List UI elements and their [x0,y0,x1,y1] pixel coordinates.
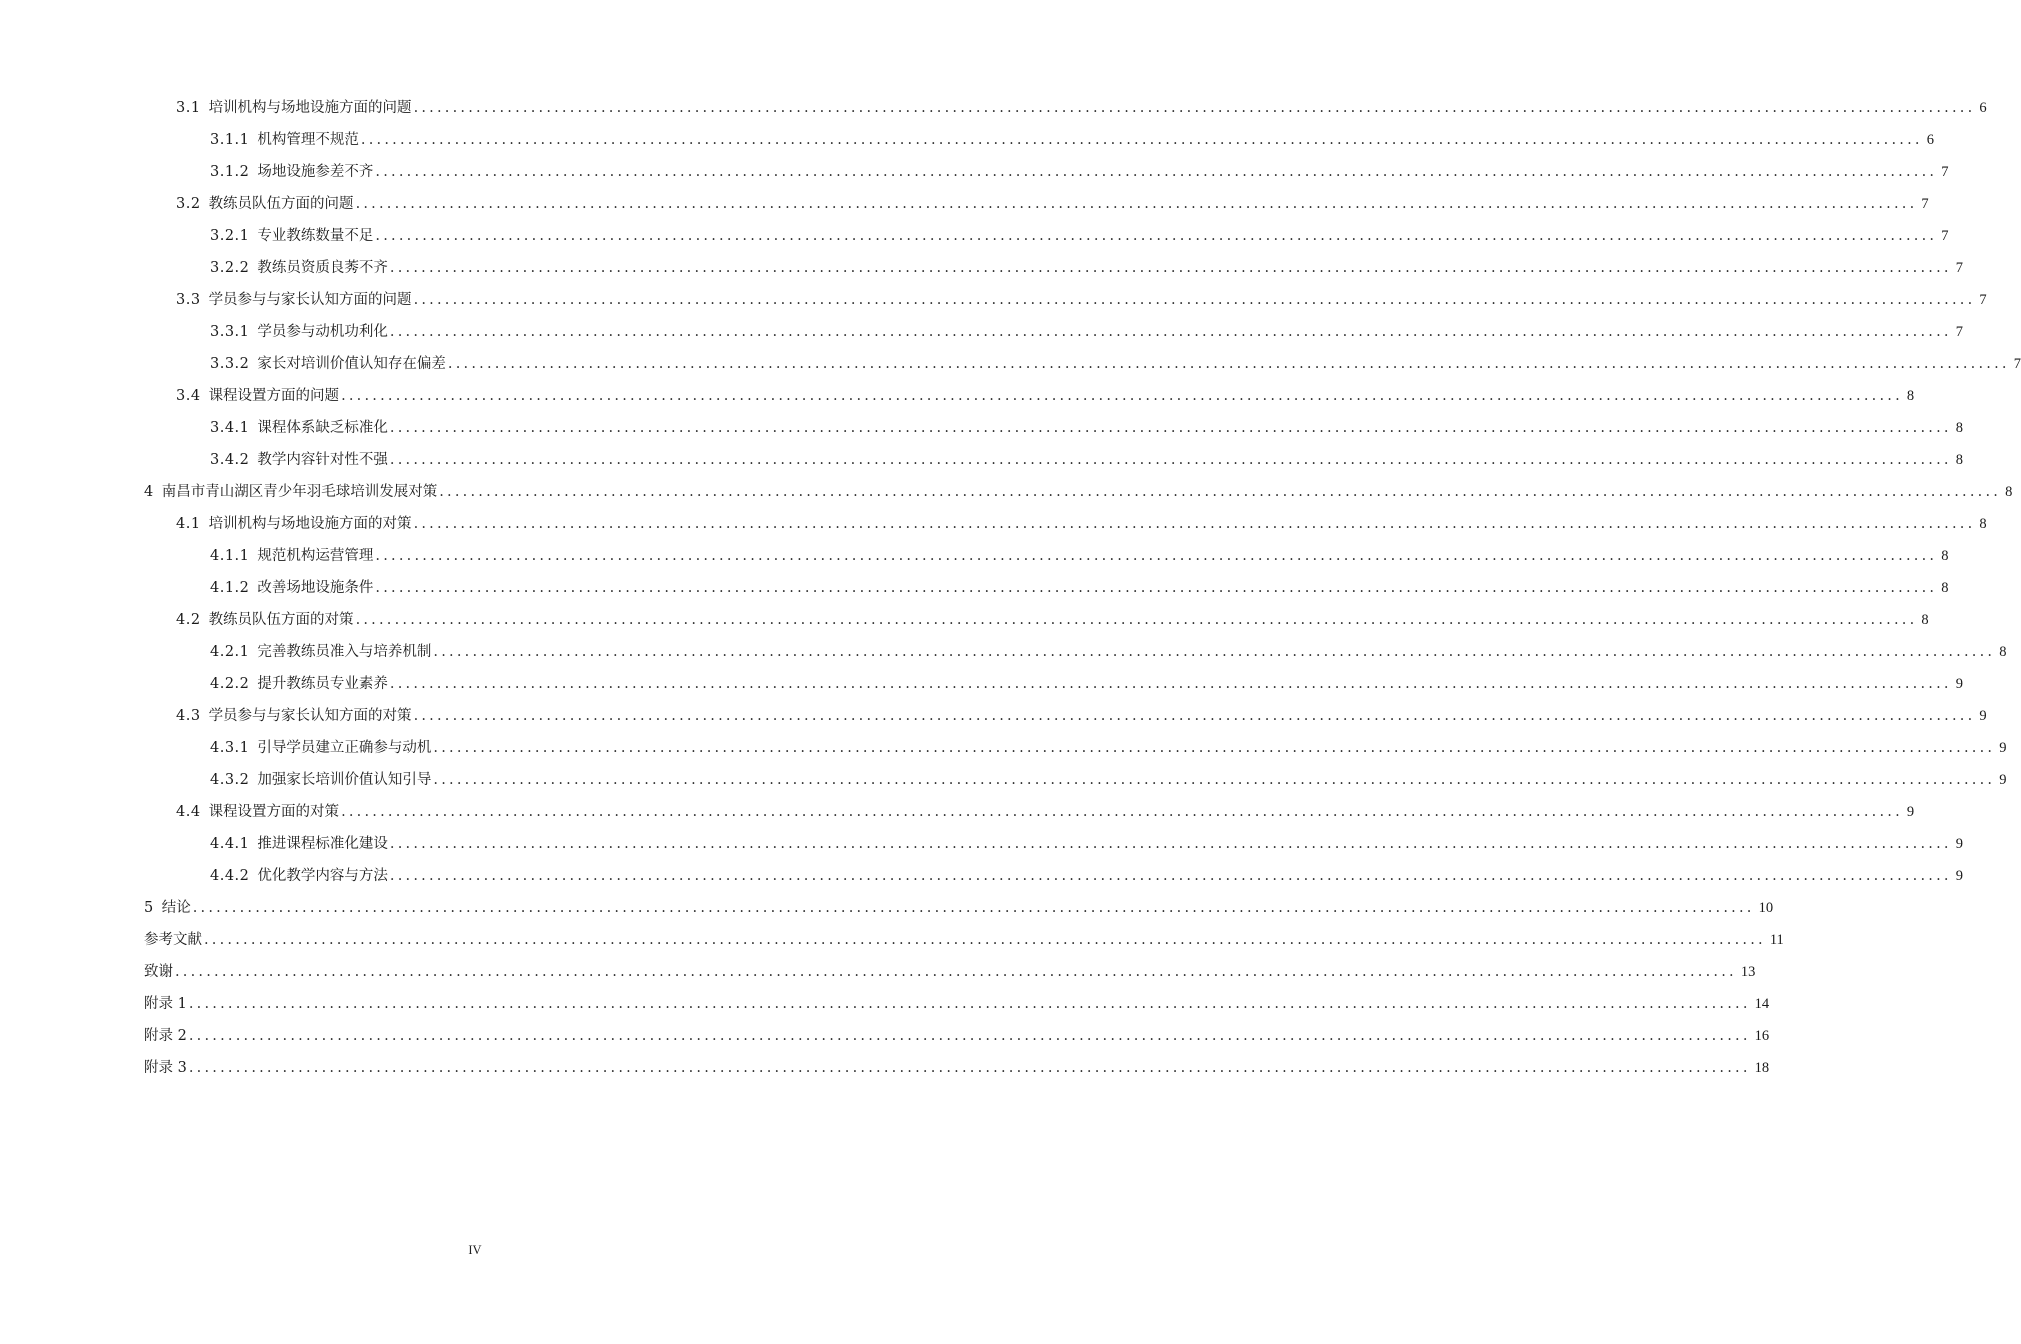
toc-entry-title [176,284,412,316]
dot-leader: ........................................................................................................................................................................................................ [375,228,1938,244]
toc-entry-title [210,124,359,156]
toc-entry-title [144,476,437,508]
toc-entry-label: 教练员队伍方面的对策 [208,612,354,628]
toc-entry[interactable] [0,636,2007,668]
dot-leader: ........................................................................................................................................................................................................ [375,164,1938,180]
toc-entry[interactable] [0,1052,1770,1084]
toc-entry-label: 推进课程标准化建设 [257,836,388,852]
dot-leader: ........................................................................................................................................................................................................ [355,196,1918,212]
dot-leader: ........................................................................................................................................................................................................ [389,420,1952,436]
dot-leader: ........................................................................................................................................................................................................ [389,836,1952,852]
toc-entry[interactable] [0,412,1963,444]
toc-entry[interactable] [0,188,1929,220]
toc-entry-label: 教学内容针对性不强 [257,452,388,468]
toc-entry-title [176,700,412,732]
toc-entry-page: 8 [1921,612,1929,628]
toc-entry[interactable] [0,380,1915,412]
dot-leader: ........................................................................................................................................................................................................ [439,484,2002,500]
dot-leader: ........................................................................................................................................................................................................ [389,868,1952,884]
toc-entry-number: 4.4 [176,804,201,820]
toc-entry-label: 培训机构与场地设施方面的对策 [208,516,412,532]
toc-entry-label: 优化教学内容与方法 [257,868,388,884]
toc-entry-number: 3.3 [176,292,201,308]
toc-entry[interactable] [0,860,1963,892]
toc-entry-title [210,828,388,860]
toc-entry-label: 学员参与与家长认知方面的对策 [208,708,412,724]
table-of-contents [0,92,2021,1084]
toc-entry[interactable] [0,92,1987,124]
toc-entry-number: 3.1.1 [210,132,250,148]
toc-entry-number: 4.2.2 [210,676,250,692]
toc-entry-title [176,796,339,828]
toc-entry-number: 4 [144,484,154,500]
toc-entry[interactable] [0,348,2021,380]
toc-entry-label: 改善场地设施条件 [257,580,374,596]
dot-leader: ........................................................................................................................................................................................................ [433,644,1996,660]
toc-entry[interactable] [0,668,1963,700]
toc-entry[interactable] [0,988,1770,1020]
toc-entry-title [210,860,388,892]
toc-entry-number: 4.1.1 [210,548,250,564]
toc-entry-number: 4.2.1 [210,644,250,660]
toc-entry-page: 8 [1906,388,1915,404]
toc-entry-title [210,412,388,444]
toc-entry-page: 13 [1740,964,1756,980]
toc-entry-title [210,156,373,188]
dot-leader: ........................................................................................................................................................................................................ [413,100,1976,116]
dot-leader: ........................................................................................................................................................................................................ [175,964,1737,980]
toc-entry-page: 7 [1979,292,1987,308]
toc-entry-page: 6 [1926,132,1934,148]
toc-entry[interactable] [0,604,1929,636]
toc-entry-label: 附录 3 [144,1060,187,1076]
dot-leader: ........................................................................................................................................................................................................ [433,772,1996,788]
toc-entry-page: 16 [1754,1028,1770,1044]
toc-entry[interactable] [0,700,1987,732]
toc-entry-page: 7 [1941,228,1949,244]
toc-entry-page: 8 [2005,484,2013,500]
toc-entry[interactable] [0,828,1963,860]
toc-entry[interactable] [0,572,1949,604]
dot-leader: ........................................................................................................................................................................................................ [389,452,1952,468]
toc-entry-title [144,1020,187,1052]
toc-entry-page: 14 [1754,996,1770,1012]
toc-entry-page: 6 [1979,100,1987,116]
dot-leader: ........................................................................................................................................................................................................ [188,1028,1751,1044]
toc-entry-page: 7 [1921,196,1929,212]
toc-entry-title [144,892,191,924]
dot-leader: ........................................................................................................................................................................................................ [389,324,1952,340]
dot-leader: ........................................................................................................................................................................................................ [188,1060,1751,1076]
toc-entry-title [144,956,173,988]
toc-entry[interactable] [0,476,2013,508]
toc-entry-number: 5 [144,900,154,916]
dot-leader: ........................................................................................................................................................................................................ [375,580,1938,596]
toc-entry-label: 结论 [161,900,191,916]
toc-entry-label: 学员参与动机功利化 [257,324,388,340]
toc-entry[interactable] [0,764,2007,796]
toc-entry-number: 4.1.2 [210,580,250,596]
toc-entry-number: 3.1 [176,100,201,116]
toc-entry-label: 学员参与与家长认知方面的问题 [208,292,412,308]
toc-entry-number: 4.3 [176,708,201,724]
toc-entry[interactable] [0,540,1949,572]
toc-entry-title [210,732,431,764]
toc-entry-page: 18 [1754,1060,1770,1076]
toc-entry-page: 8 [1979,516,1987,532]
toc-entry-page: 9 [1906,804,1915,820]
dot-leader: ........................................................................................................................................................................................................ [433,740,1996,756]
dot-leader: ........................................................................................................................................................................................................ [389,676,1952,692]
toc-entry-number: 3.2 [176,196,201,212]
dot-leader: ........................................................................................................................................................................................................ [188,996,1751,1012]
dot-leader: ........................................................................................................................................................................................................ [375,548,1938,564]
toc-entry-title [176,92,412,124]
toc-entry-label: 课程设置方面的问题 [208,388,340,404]
toc-entry[interactable] [0,732,2007,764]
toc-entry-title [144,924,202,956]
toc-entry[interactable] [0,508,1987,540]
toc-entry-page: 9 [1955,868,1963,884]
toc-entry-title [210,220,373,252]
toc-entry-number: 3.1.2 [210,164,250,180]
toc-entry-title [176,508,412,540]
dot-leader: ........................................................................................................................................................................................................ [204,932,1766,948]
toc-entry-number: 3.3.2 [210,356,250,372]
toc-entry-page: 11 [1769,932,1784,948]
toc-entry[interactable] [0,124,1934,156]
toc-entry[interactable] [0,284,1987,316]
toc-entry-number: 3.2.1 [210,228,250,244]
toc-entry-page: 9 [1955,836,1963,852]
toc-entry[interactable] [0,252,1963,284]
toc-entry-page: 9 [1999,740,2007,756]
toc-entry-title [176,188,354,220]
toc-entry-label: 培训机构与场地设施方面的问题 [208,100,412,116]
toc-entry-title [210,348,446,380]
dot-leader: ........................................................................................................................................................................................................ [341,804,1903,820]
toc-entry-title [176,604,354,636]
toc-entry[interactable] [0,444,1963,476]
toc-entry-title [210,444,388,476]
toc-entry-page: 8 [1941,548,1949,564]
toc-entry-number: 4.2 [176,612,201,628]
dot-leader: ........................................................................................................................................................................................................ [389,260,1952,276]
toc-entry-page: 9 [1999,772,2007,788]
toc-entry-page: 7 [1941,164,1949,180]
toc-entry-title [210,316,388,348]
toc-entry-title [176,380,339,412]
toc-entry-number: 3.2.2 [210,260,250,276]
dot-leader: ........................................................................................................................................................................................................ [341,388,1903,404]
toc-entry[interactable] [0,220,1949,252]
dot-leader: ........................................................................................................................................................................................................ [413,292,1976,308]
toc-entry-label: 附录 2 [144,1028,187,1044]
toc-entry-label: 附录 1 [144,996,187,1012]
toc-entry-label: 参考文献 [144,932,202,948]
toc-entry[interactable] [0,156,1949,188]
dot-leader: ........................................................................................................................................................................................................ [192,900,1755,916]
toc-entry-number: 4.4.1 [210,836,250,852]
toc-entry-title [210,572,373,604]
toc-entry-label: 教练员资质良莠不齐 [257,260,388,276]
toc-entry-number: 4.1 [176,516,201,532]
toc-entry[interactable] [0,1020,1770,1052]
toc-entry-label: 家长对培训价值认知存在偏差 [257,356,446,372]
toc-entry[interactable] [0,924,1784,956]
toc-entry-page: 8 [1955,452,1963,468]
toc-entry-label: 机构管理不规范 [257,132,359,148]
dot-leader: ........................................................................................................................................................................................................ [360,132,1923,148]
toc-entry-page: 7 [2013,356,2021,372]
toc-entry-number: 3.4 [176,388,201,404]
dot-leader: ........................................................................................................................................................................................................ [355,612,1918,628]
toc-entry-label: 专业教练数量不足 [257,228,374,244]
toc-entry-page: 8 [1999,644,2007,660]
page-number-footer: IV [468,1243,482,1257]
toc-entry-label: 课程设置方面的对策 [208,804,340,820]
toc-entry-label: 南昌市青山湖区青少年羽毛球培训发展对策 [161,484,438,500]
toc-entry-label: 完善教练员准入与培养机制 [257,644,432,660]
toc-entry-title [210,252,388,284]
toc-entry-page: 9 [1979,708,1987,724]
toc-entry-page: 9 [1955,676,1963,692]
toc-entry-page: 8 [1955,420,1963,436]
toc-entry-label: 规范机构运营管理 [257,548,374,564]
toc-entry-title [210,764,431,796]
toc-entry-label: 提升教练员专业素养 [257,676,388,692]
dot-leader: ........................................................................................................................................................................................................ [447,356,2010,372]
toc-entry-number: 4.3.2 [210,772,250,788]
toc-entry-page: 7 [1955,324,1963,340]
toc-entry-title [144,988,187,1020]
toc-entry-label: 加强家长培训价值认知引导 [257,772,432,788]
toc-entry-number: 3.4.2 [210,452,250,468]
toc-entry-title [210,540,373,572]
toc-entry-page: 10 [1758,900,1774,916]
toc-entry-number: 4.4.2 [210,868,250,884]
toc-entry-label: 引导学员建立正确参与动机 [257,740,432,756]
toc-entry[interactable] [0,316,1963,348]
toc-entry-label: 致谢 [144,964,173,980]
toc-entry-label: 教练员队伍方面的问题 [208,196,354,212]
toc-entry[interactable] [0,796,1915,828]
toc-entry-number: 3.3.1 [210,324,250,340]
toc-entry-title [144,1052,187,1084]
toc-entry-title [210,636,431,668]
toc-entry[interactable] [0,956,1756,988]
dot-leader: ........................................................................................................................................................................................................ [413,516,1976,532]
toc-entry-page: 8 [1941,580,1949,596]
toc-entry-label: 课程体系缺乏标准化 [257,420,388,436]
toc-entry-page: 7 [1955,260,1963,276]
toc-entry-number: 3.4.1 [210,420,250,436]
toc-entry-title [210,668,388,700]
toc-entry-label: 场地设施参差不齐 [257,164,374,180]
toc-entry[interactable] [0,892,1774,924]
toc-entry-number: 4.3.1 [210,740,250,756]
dot-leader: ........................................................................................................................................................................................................ [413,708,1976,724]
